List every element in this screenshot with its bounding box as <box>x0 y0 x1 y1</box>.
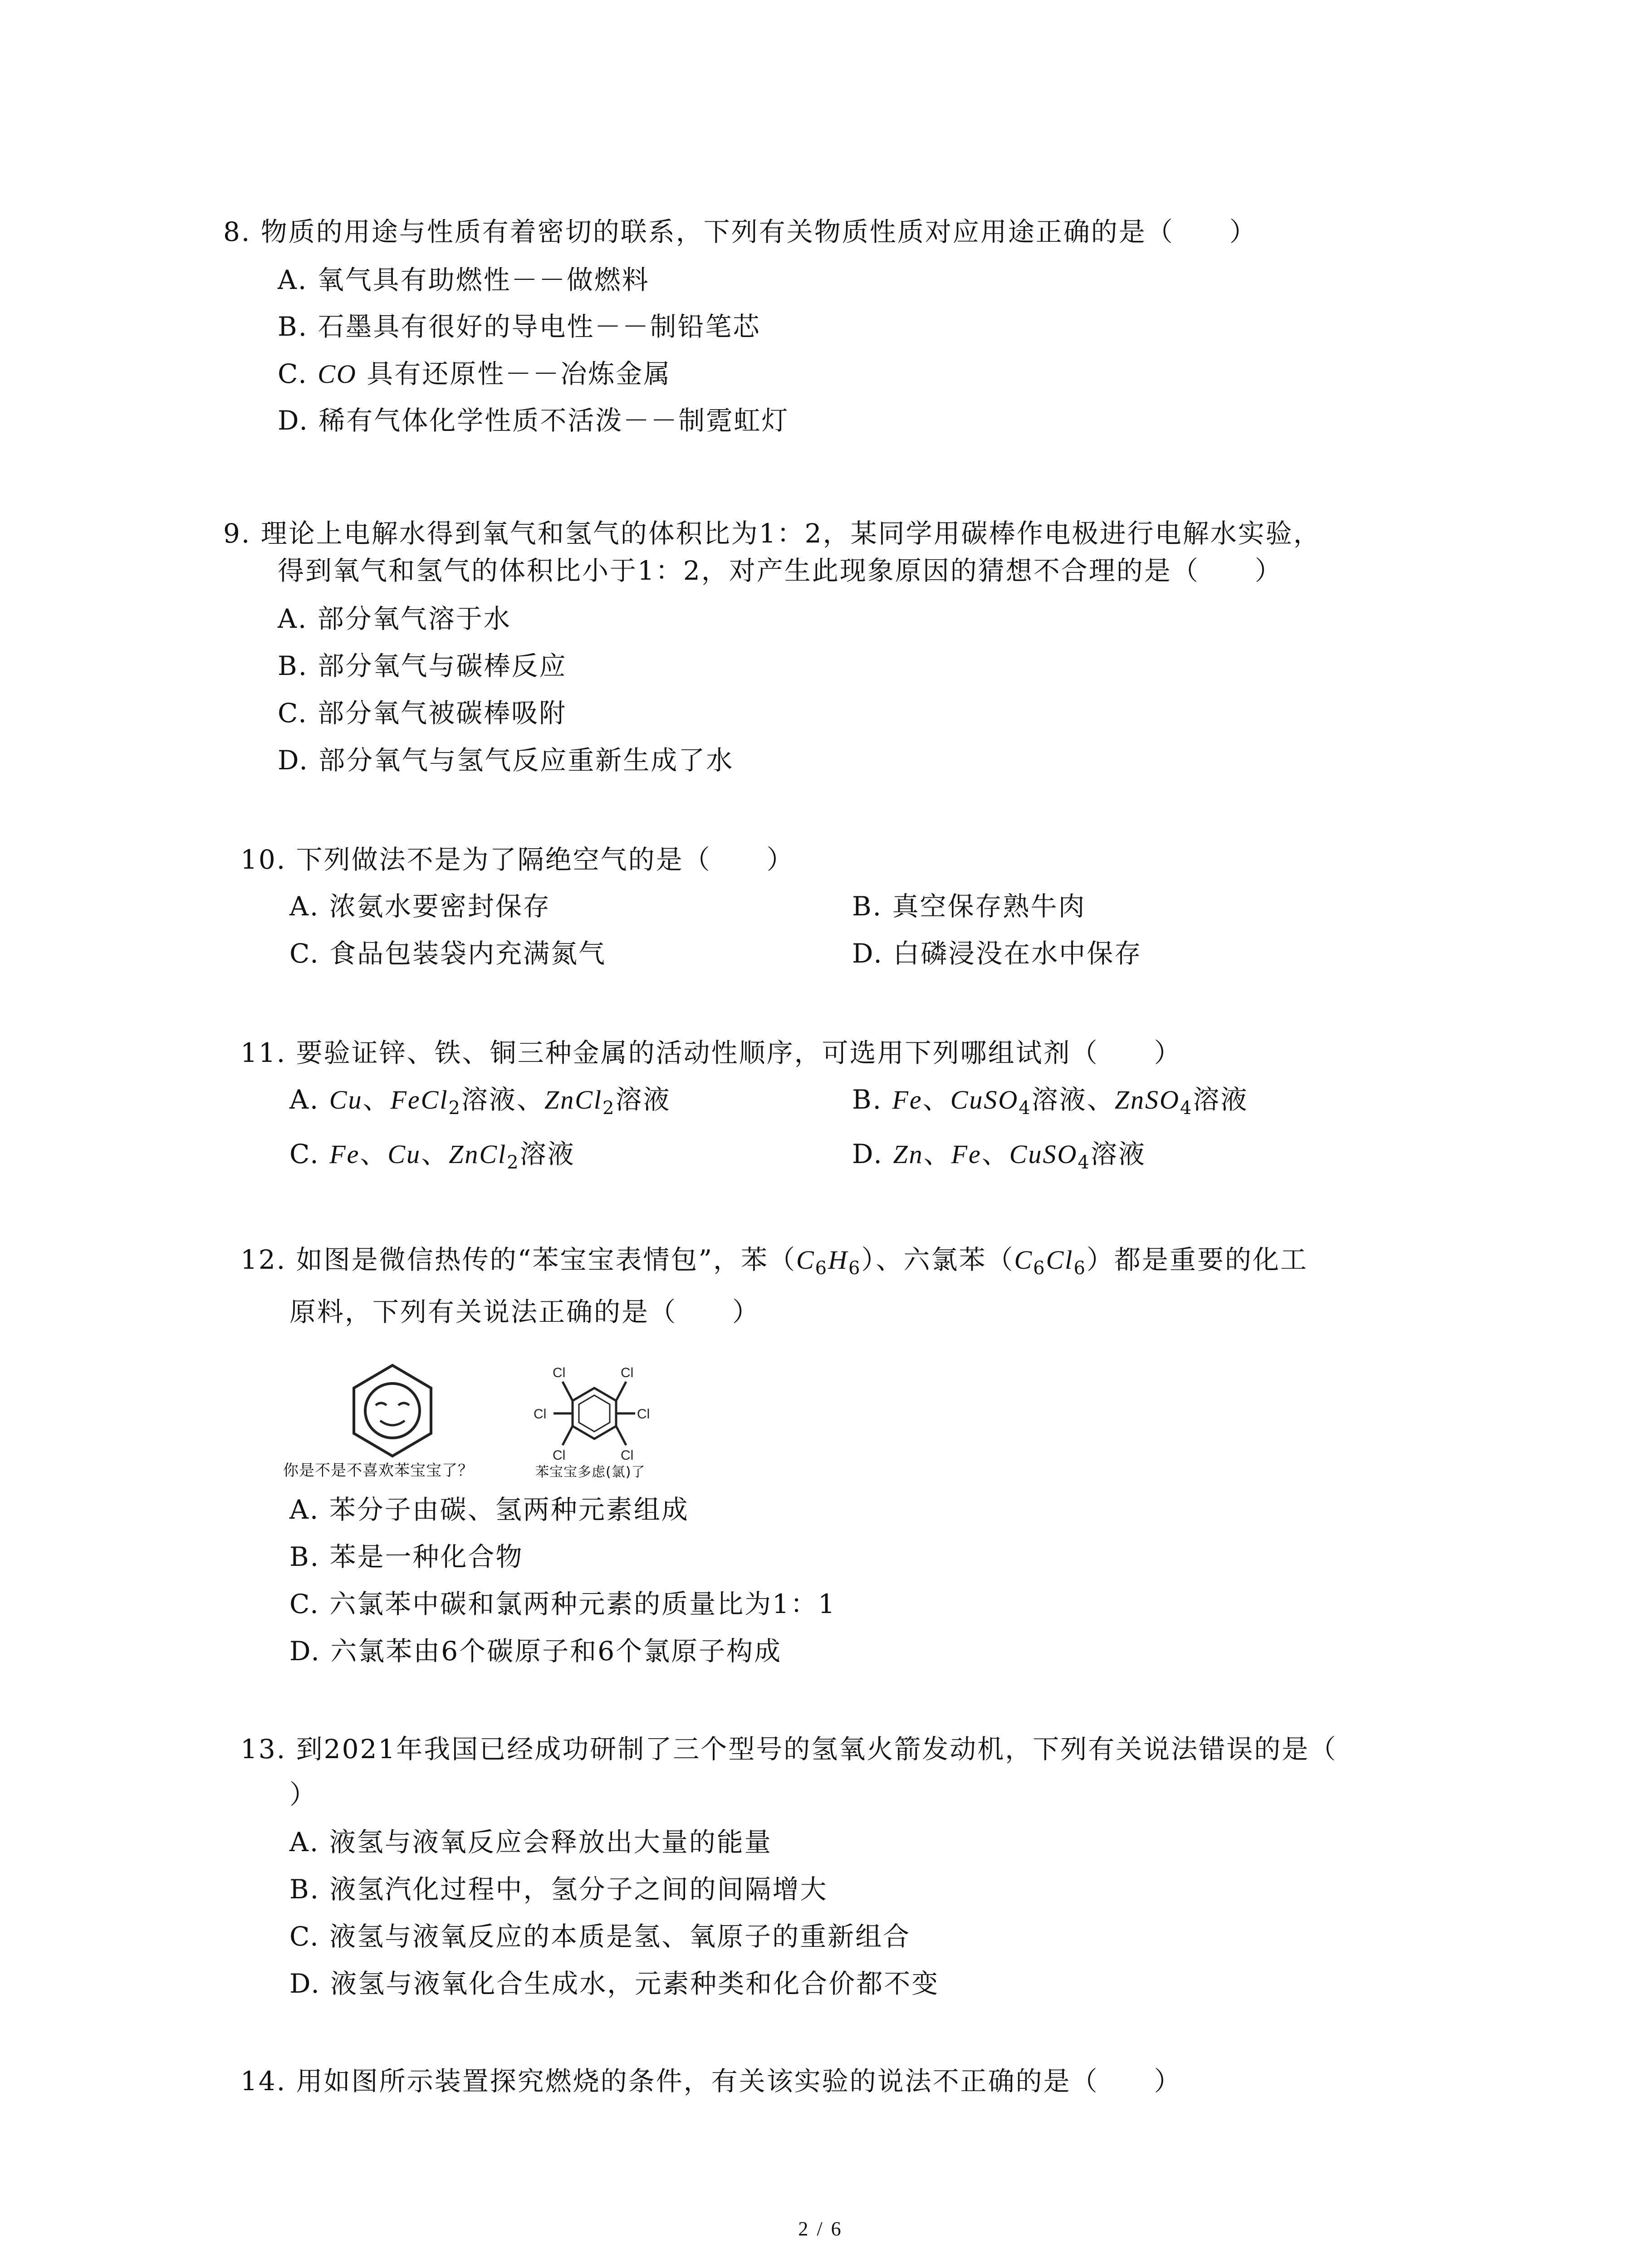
figure-caption-right: 苯宝宝多虑(氯)了 <box>535 1464 646 1480</box>
q13-option-c: C. 液氢与液氧反应的本质是氢、氧原子的重新组合 <box>289 1921 911 1952</box>
benzene-face-icon <box>354 1365 431 1456</box>
q12-stem-line1: 12. 如图是微信热传的“苯宝宝表情包”，苯$(C_6H_6)$、六氯苯$(C_6Cl_6)$都是重要的化工 <box>240 1244 1308 1279</box>
q9-option-d: D. 部分氧气与氢气反应重新生成了水 <box>278 745 734 776</box>
q9-stem-line1: 9. 理论上电解水得到氧气和氢气的体积比为1：2，某同学用碳棒作电极进行电解水实验， <box>223 518 1321 549</box>
q11-option-a: A. Cu、FeCl$_2$溶液、ZnCl$_2$溶液 <box>289 1084 671 1119</box>
q14-stem: 14. 用如图所示装置探究燃烧的条件，有关该实验的说法不正确的是（ ） <box>240 2066 1182 2097</box>
q8-option-d: D. 稀有气体化学性质不活泼－－制霓虹灯 <box>278 405 789 436</box>
q9-option-b: B. 部分氧气与碳棒反应 <box>278 650 567 681</box>
q10-stem: 10. 下列做法不是为了隔绝空气的是（ ） <box>240 844 794 875</box>
q12-option-a: A. 苯分子由碳、氢两种元素组成 <box>289 1494 689 1525</box>
q13-option-a: A. 液氢与液氧反应会释放出大量的能量 <box>289 1827 772 1857</box>
q8-option-b: B. 石墨具有很好的导电性－－制铅笔芯 <box>278 311 761 342</box>
figure-caption-left: 你是不是不喜欢苯宝宝了？ <box>283 1461 474 1480</box>
cl-label-top-left: Cl <box>553 1365 566 1380</box>
q8-option-a: A. 氧气具有助燃性－－做燃料 <box>278 264 650 295</box>
q8-option-c: C. CO 具有还原性－－冶炼金属 <box>278 358 671 389</box>
q11-option-c: C. Fe、Cu、ZnCl$_2$溶液 <box>289 1139 575 1173</box>
q13-stem-line1: 13. 到2021年我国已经成功研制了三个型号的氢氧火箭发动机，下列有关说法错误的是（ <box>240 1734 1337 1765</box>
cl-label-top-right: Cl <box>621 1365 634 1380</box>
q13-stem-line2: ） <box>289 1779 318 1810</box>
cl-label-right: Cl <box>637 1407 650 1422</box>
q10-option-d: D. 白磷浸没在水中保存 <box>852 938 1142 969</box>
q11-option-b: B. Fe、CuSO$_4$溶液、ZnSO$_4$溶液 <box>852 1084 1249 1119</box>
q13-option-b: B. 液氢汽化过程中，氢分子之间的间隔增大 <box>289 1874 828 1905</box>
q8-stem: 8. 物质的用途与性质有着密切的联系，下列有关物质性质对应用途正确的是（ ） <box>223 216 1257 247</box>
hexachlorobenzene-structure <box>554 1382 635 1445</box>
cl-label-bottom-right: Cl <box>621 1448 634 1463</box>
q11-option-d: D. Zn、Fe、CuSO$_4$溶液 <box>852 1139 1146 1173</box>
q11-stem: 11. 要验证锌、铁、铜三种金属的活动性顺序，可选用下列哪组试剂（ ） <box>240 1037 1182 1068</box>
q12-option-b: B. 苯是一种化合物 <box>289 1541 524 1572</box>
q12-option-c: C. 六氯苯中碳和氯两种元素的质量比为1：1 <box>289 1589 836 1619</box>
q9-option-a: A. 部分氧气溶于水 <box>278 603 511 634</box>
q9-option-c: C. 部分氧气被碳棒吸附 <box>278 698 567 728</box>
q10-option-c: C. 食品包装袋内充满氮气 <box>289 938 607 969</box>
q13-option-d: D. 液氢与液氧化合生成水，元素种类和化合价都不变 <box>289 1968 940 1999</box>
q12-option-d: D. 六氯苯由6个碳原子和6个氯原子构成 <box>289 1636 782 1667</box>
cl-label-bottom-left: Cl <box>553 1448 566 1463</box>
cl-label-left: Cl <box>534 1407 547 1422</box>
q10-option-b: B. 真空保存熟牛肉 <box>852 891 1086 922</box>
page-number: 2 / 6 <box>798 2218 843 2240</box>
q9-stem-line2: 得到氧气和氢气的体积比小于1：2，对产生此现象原因的猜想不合理的是（ ） <box>278 555 1283 586</box>
q10-option-a: A. 浓氨水要密封保存 <box>289 891 551 922</box>
q12-stem-line2: 原料，下列有关说法正确的是（ ） <box>289 1296 760 1327</box>
